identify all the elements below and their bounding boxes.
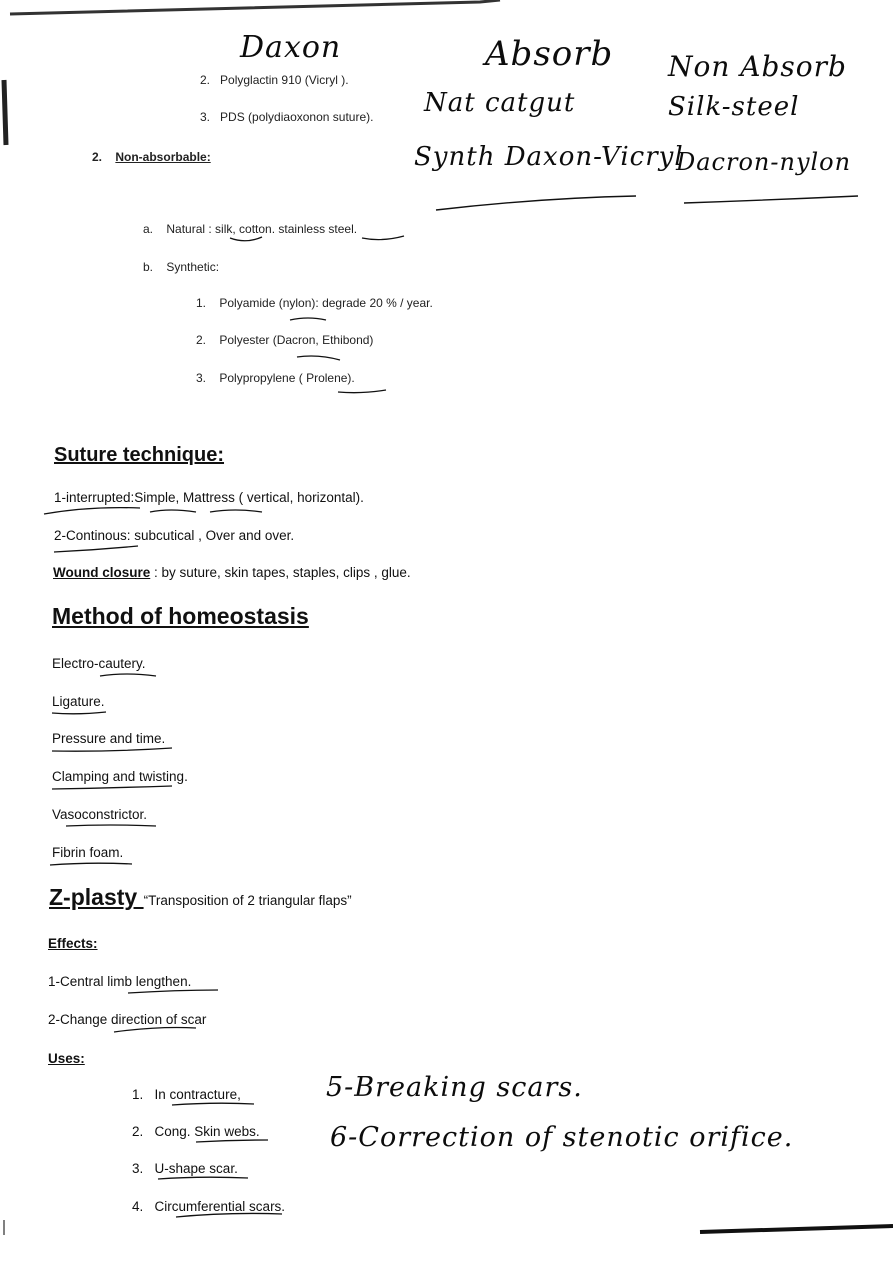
list-number: 2. [132, 1124, 144, 1139]
list-text: Synthetic: [166, 260, 220, 274]
wound-closure-label: Wound closure [53, 565, 151, 580]
handwritten-use-5: 5-Breaking scars. [326, 1072, 583, 1103]
effect-item: 2-Change direction of scar [48, 1012, 207, 1027]
effects-heading: Effects: [48, 936, 98, 951]
non-absorbable-heading [92, 150, 211, 164]
list-text: Polyester (Dacron, Ethibond) [219, 333, 374, 347]
handwritten-dacron-nylon: Dacron-nylon [676, 148, 852, 176]
use-item [132, 1087, 241, 1102]
homeostasis-heading: Method of homeostasis [52, 603, 309, 629]
list-marker: b. [143, 260, 154, 274]
homeostasis-item: Clamping and twisting. [52, 769, 188, 784]
wound-closure-text: : by suture, skin tapes, staples, clips , glue. [150, 565, 411, 580]
list-item [196, 296, 433, 310]
list-item [200, 110, 373, 124]
list-number: 3. [132, 1161, 144, 1176]
list-item [196, 333, 373, 347]
effect-item: 1-Central limb lengthen. [48, 974, 192, 989]
use-item [132, 1161, 238, 1176]
list-item [196, 371, 355, 385]
list-text: Polypropylene ( Prolene). [219, 371, 355, 385]
uses-heading: Uses: [48, 1051, 85, 1066]
list-item [200, 73, 349, 87]
list-text: U-shape scar. [154, 1161, 238, 1176]
handwritten-synth-daxon-vicryl: Synth Daxon-Vicryl [414, 142, 684, 172]
suture-line-continuous: 2-Continous: subcutical , Over and over. [54, 528, 295, 543]
list-text: Cong. Skin webs. [154, 1124, 260, 1139]
list-text: Natural : silk, cotton. stainless steel. [166, 222, 358, 236]
zplasty-subtitle: “Transposition of 2 triangular flaps” [143, 893, 352, 908]
zplasty-heading-line [49, 884, 352, 911]
section-number: 2. [92, 150, 103, 164]
list-number: 1. [196, 296, 207, 310]
section-title: Non-absorbable: [115, 150, 211, 164]
list-text: Circumferential scars. [154, 1199, 286, 1214]
homeostasis-item: Fibrin foam. [52, 845, 124, 860]
list-number: 2. [200, 73, 211, 87]
handwritten-nat-catgut: Nat catgut [424, 88, 576, 118]
list-number: 3. [200, 110, 211, 124]
homeostasis-item: Pressure and time. [52, 731, 166, 746]
list-text: Polyamide (nylon): degrade 20 % / year. [219, 296, 433, 310]
suture-line-interrupted: 1-interrupted:Simple, Mattress ( vertical, horizontal). [54, 490, 364, 505]
use-item [132, 1199, 285, 1214]
list-number: 3. [196, 371, 207, 385]
list-marker: a. [143, 222, 154, 236]
handwritten-use-6: 6-Correction of stenotic orifice. [330, 1122, 794, 1153]
use-item [132, 1124, 260, 1139]
natural-line [143, 222, 357, 236]
synthetic-line [143, 260, 219, 274]
list-number: 1. [132, 1087, 144, 1102]
homeostasis-item: Vasoconstrictor. [52, 807, 148, 822]
handwritten-daxon: Daxon [240, 30, 342, 65]
list-text: In contracture, [154, 1087, 241, 1102]
suture-technique-heading: Suture technique: [54, 444, 225, 466]
homeostasis-item: Ligature. [52, 694, 105, 709]
handwritten-absorb: Absorb [485, 34, 614, 74]
homeostasis-item: Electro-cautery. [52, 656, 146, 671]
wound-closure-line [53, 565, 411, 580]
list-number: 2. [196, 333, 207, 347]
handwritten-non-absorb: Non Absorb [668, 50, 847, 83]
list-text: PDS (polydiaoxonon suture). [220, 110, 374, 124]
list-text: Polyglactin 910 (Vicryl ). [220, 73, 349, 87]
list-number: 4. [132, 1199, 144, 1214]
handwritten-silk-steel: Silk-steel [668, 92, 800, 122]
zplasty-title: Z-plasty [49, 884, 144, 910]
